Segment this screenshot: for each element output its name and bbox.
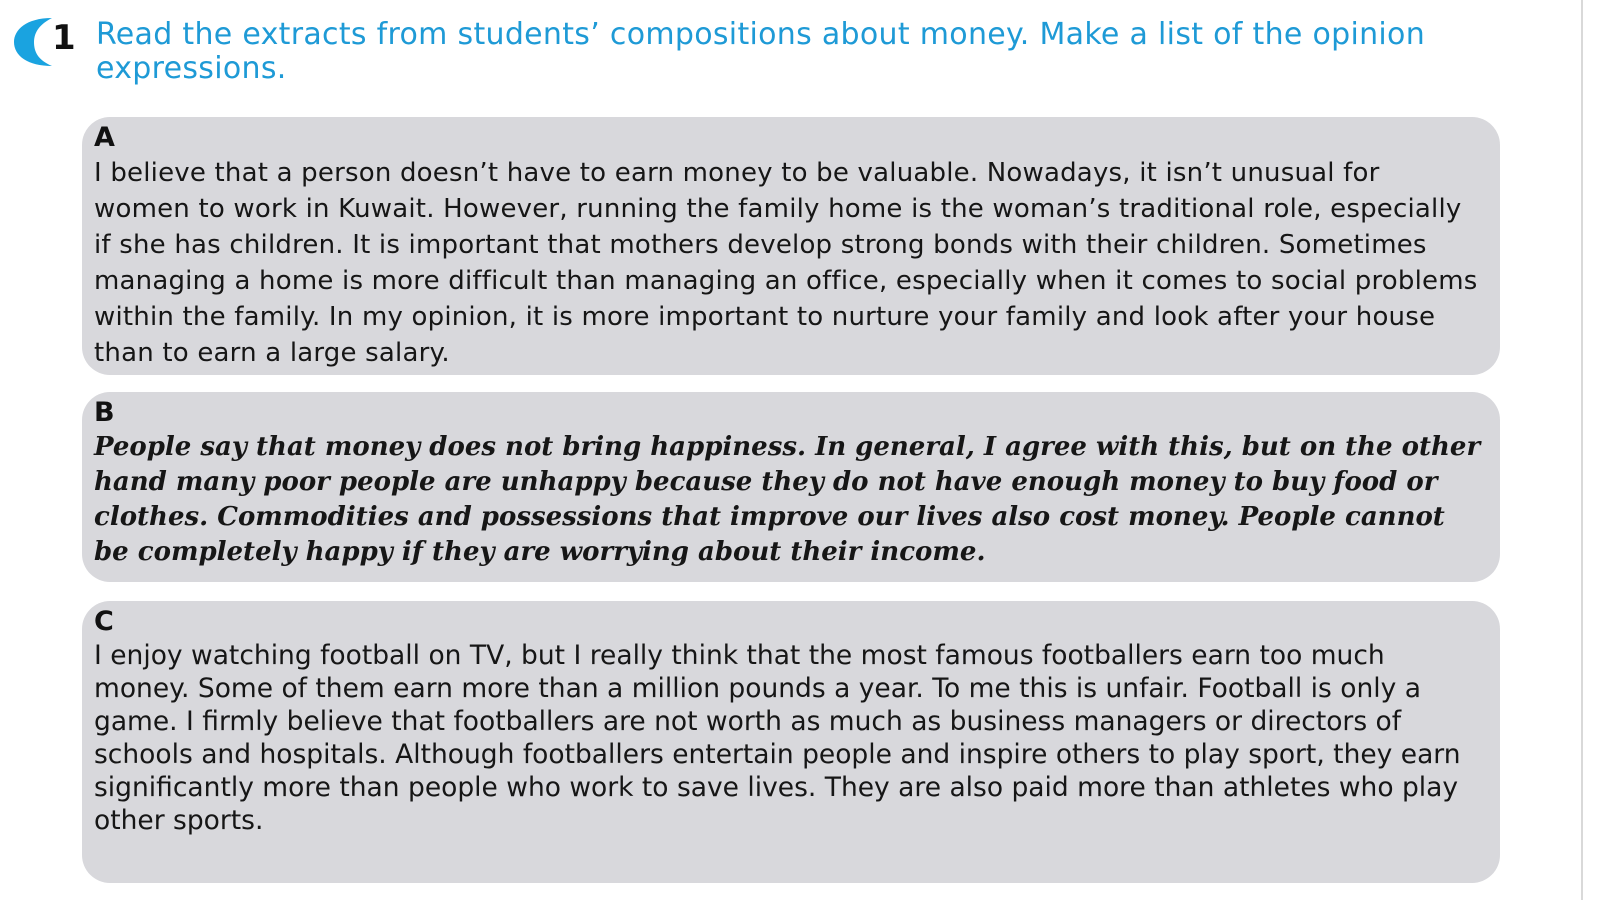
extract-a-box [82, 117, 1500, 375]
extract-c-box [82, 601, 1500, 883]
extract-a-label: A [94, 122, 115, 153]
exercise-instruction: Read the extracts from students’ compositions about money. Make a list of the opinion expressions. [96, 17, 1426, 86]
page-edge-rule [1581, 0, 1583, 900]
extract-c-label: C [94, 606, 114, 637]
extract-a-text: I believe that a person doesn’t have to earn money to be valuable. Nowadays, it isn’t unusual for women to work in Kuwait. However, running the family home is the woman’s traditional role, especially if she has children. It is important that mothers develop strong bonds with their children. Sometimes managing a home is more difficult than managing an office, especially when it comes to social problems within the family. In my opinion, it is more important to nurture your family and look after your house than to earn a large salary. [94, 158, 1478, 368]
exercise-number-badge [12, 16, 82, 72]
exercise-header [10, 12, 1570, 102]
extract-b-label: B [94, 397, 115, 428]
exercise-number: 1 [52, 18, 76, 58]
extract-c-text: I enjoy watching football on TV, but I really think that the most famous footballers earn too much money. Some of them earn more than a million pounds a year. To me this is unfair. Football is only a game. I firmly believe that footballers are not worth as much as business managers or directors of schools and hospitals. Although footballers entertain people and inspire others to play sport, they earn significantly more than people who work to save lives. They are also paid more than athletes who play other sports. [94, 640, 1461, 836]
extract-b-text: People say that money does not bring happiness. In general, I agree with this, but on the other hand many poor people are unhappy because they do not have enough money to buy food or clothes. Commodities and possessions that improve our lives also cost money. People cannot be completely happy if they are worrying about their income. [94, 432, 1481, 567]
extract-b-box [82, 392, 1500, 582]
